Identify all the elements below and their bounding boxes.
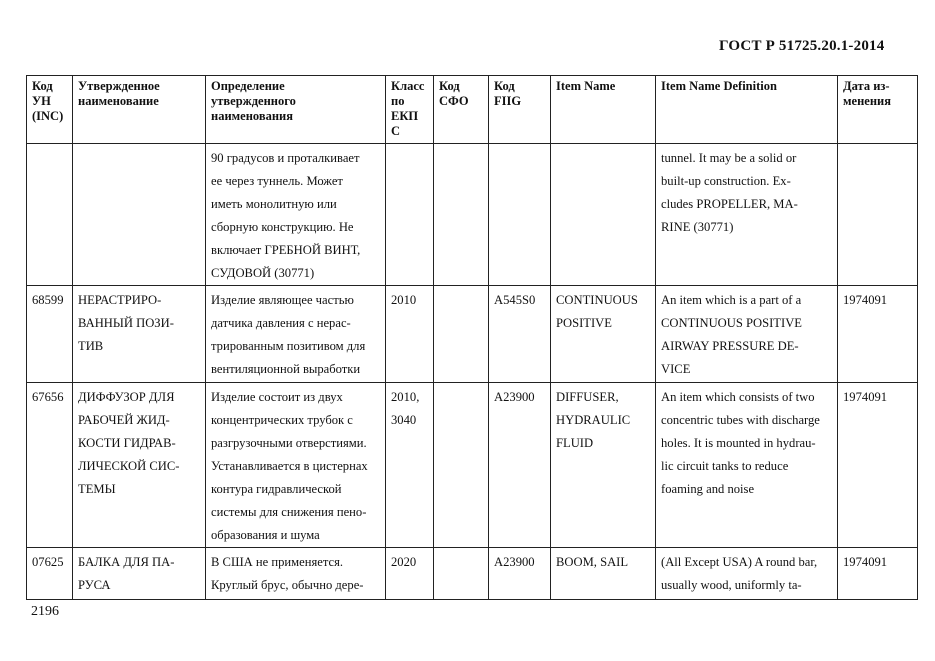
cell-line: HYDRAULIC: [556, 413, 631, 427]
header-item-definition: [656, 76, 838, 144]
table-header-row: [27, 76, 918, 144]
cell-line: FLUID: [556, 436, 594, 450]
cell-date: [838, 144, 918, 286]
cell-definition: [206, 383, 386, 548]
cell-line: 68599: [32, 293, 64, 307]
cell-line: КОСТИ ГИДРАВ-: [78, 436, 176, 450]
cell-line: контура гидравлической: [211, 482, 342, 496]
cell-item-definition: [656, 383, 838, 548]
cell-line: Item Name Definition: [661, 79, 777, 93]
cell-item-definition: [656, 144, 838, 286]
cell-line: built-up construction. Ex-: [661, 174, 791, 188]
cell-line: СУДОВОЙ (30771): [211, 266, 315, 280]
cell-line: 2010: [391, 293, 417, 307]
cell-line: Круглый брус, обычно дере-: [211, 578, 364, 592]
header-item-name: [551, 76, 656, 144]
cell-line: AIRWAY PRESSURE DE-: [661, 339, 799, 353]
cell-item-definition: [656, 286, 838, 383]
document-code: ГОСТ Р 51725.20.1-2014: [719, 38, 885, 54]
cell-line: An item which consists of two: [661, 390, 815, 404]
cell-line: cludes PROPELLER, MA-: [661, 197, 798, 211]
cell-line: concentric tubes with discharge: [661, 413, 820, 427]
cell-line: сборную конструкцию. Не: [211, 220, 354, 234]
cell-line: НЕРАСТРИРО-: [78, 293, 162, 307]
cell-line: датчика давления с нерас-: [211, 316, 351, 330]
cell-class: [386, 548, 434, 600]
cell-line: RINE (30771): [661, 220, 734, 234]
cell-line: ЛИЧЕСКОЙ СИС-: [78, 459, 180, 473]
cell-name: [73, 383, 206, 548]
cell-date: [838, 548, 918, 600]
cell-line: С: [391, 124, 401, 138]
cell-line: lic circuit tanks to reduce: [661, 459, 789, 473]
cell-line: ВАННЫЙ ПОЗИ-: [78, 316, 174, 330]
cell-line: БАЛКА ДЛЯ ПА-: [78, 555, 175, 569]
cell-line: ее через туннель. Может: [211, 174, 343, 188]
cell-line: An item which is a part of a: [661, 293, 802, 307]
cell-sfo: [434, 286, 489, 383]
cell-line: 2010,: [391, 390, 420, 404]
cell-line: иметь монолитную или: [211, 197, 337, 211]
cell-item-definition: [656, 548, 838, 600]
cell-inc: [27, 286, 73, 383]
cell-line: СФО: [439, 94, 469, 108]
cell-line: ТЕМЫ: [78, 482, 116, 496]
cell-date: [838, 383, 918, 548]
cell-line: Изделие являющее частью: [211, 293, 354, 307]
cell-line: 2020: [391, 555, 417, 569]
cell-line: 07625: [32, 555, 64, 569]
cell-line: утвержденного: [211, 94, 296, 108]
cell-line: 3040: [391, 413, 417, 427]
cell-line: tunnel. It may be a solid or: [661, 151, 797, 165]
cell-name: [73, 144, 206, 286]
cell-item-name: [551, 286, 656, 383]
cell-line: ТИВ: [78, 339, 104, 353]
cell-line: менения: [843, 94, 891, 108]
cell-inc: [27, 548, 73, 600]
cell-fiig: [489, 144, 551, 286]
cell-class: [386, 383, 434, 548]
cell-line: В США не применяется.: [211, 555, 344, 569]
header-class: [386, 76, 434, 144]
cell-line: Item Name: [556, 79, 616, 93]
table-row: [27, 286, 918, 383]
cell-line: Класс: [391, 79, 425, 93]
cell-fiig: [489, 383, 551, 548]
cell-item-name: [551, 548, 656, 600]
cell-line: системы для снижения пено-: [211, 505, 367, 519]
cell-definition: [206, 144, 386, 286]
cell-line: наименования: [211, 109, 294, 123]
cell-line: 1974091: [843, 293, 888, 307]
header-change-date: [838, 76, 918, 144]
cell-name: [73, 286, 206, 383]
cell-date: [838, 286, 918, 383]
cell-line: Дата из-: [843, 79, 890, 93]
cell-line: вентиляционной выработки: [211, 362, 361, 376]
header-approved-name: [73, 76, 206, 144]
cell-line: 90 градусов и проталкивает: [211, 151, 360, 165]
cell-line: Код: [32, 79, 53, 93]
table-row: [27, 548, 918, 600]
cell-line: включает ГРЕБНОЙ ВИНТ,: [211, 243, 361, 257]
cell-sfo: [434, 144, 489, 286]
catalog-table: [26, 75, 918, 600]
cell-line: foaming and noise: [661, 482, 755, 496]
cell-item-name: [551, 144, 656, 286]
cell-line: DIFFUSER,: [556, 390, 619, 404]
cell-line: 1974091: [843, 555, 888, 569]
header-fiig: [489, 76, 551, 144]
cell-line: Утвержденное: [78, 79, 160, 93]
cell-line: A23900: [494, 390, 535, 404]
cell-sfo: [434, 548, 489, 600]
cell-line: (INC): [32, 109, 64, 123]
cell-line: POSITIVE: [556, 316, 612, 330]
cell-inc: [27, 144, 73, 286]
table-row: [27, 144, 918, 286]
cell-class: [386, 144, 434, 286]
cell-line: наименование: [78, 94, 159, 108]
cell-line: 1974091: [843, 390, 888, 404]
cell-line: Код: [494, 79, 515, 93]
cell-line: (All Except USA) A round bar,: [661, 555, 818, 569]
cell-line: CONTINUOUS: [556, 293, 638, 307]
cell-name: [73, 548, 206, 600]
cell-line: usually wood, uniformly ta-: [661, 578, 802, 592]
cell-sfo: [434, 383, 489, 548]
cell-line: Изделие состоит из двух: [211, 390, 343, 404]
header-approved-definition: [206, 76, 386, 144]
cell-line: ДИФФУЗОР ДЛЯ: [78, 390, 175, 404]
cell-line: РУСА: [78, 578, 111, 592]
cell-line: трированным позитивом для: [211, 339, 366, 353]
cell-line: ЕКП: [391, 109, 419, 123]
cell-line: разгрузочными отверстиями.: [211, 436, 367, 450]
cell-line: CONTINUOUS POSITIVE: [661, 316, 802, 330]
cell-line: Определение: [211, 79, 285, 93]
table-row: [27, 383, 918, 548]
cell-line: Код: [439, 79, 460, 93]
cell-line: УН: [32, 94, 51, 108]
cell-line: Устанавливается в цистернах: [211, 459, 368, 473]
cell-line: holes. It is mounted in hydrau-: [661, 436, 816, 450]
cell-line: 67656: [32, 390, 64, 404]
cell-line: A545S0: [494, 293, 536, 307]
cell-line: FIIG: [494, 94, 522, 108]
cell-item-name: [551, 383, 656, 548]
cell-definition: [206, 286, 386, 383]
cell-class: [386, 286, 434, 383]
header-sfo: [434, 76, 489, 144]
page-number: 2196: [31, 604, 59, 619]
cell-fiig: [489, 286, 551, 383]
cell-line: BOOM, SAIL: [556, 555, 629, 569]
cell-definition: [206, 548, 386, 600]
cell-fiig: [489, 548, 551, 600]
cell-line: РАБОЧЕЙ ЖИД-: [78, 413, 170, 427]
cell-line: по: [391, 94, 405, 108]
cell-inc: [27, 383, 73, 548]
cell-line: VICE: [661, 362, 691, 376]
header-inc: [27, 76, 73, 144]
cell-line: A23900: [494, 555, 535, 569]
cell-line: концентрических трубок с: [211, 413, 353, 427]
cell-line: образования и шума: [211, 528, 320, 542]
